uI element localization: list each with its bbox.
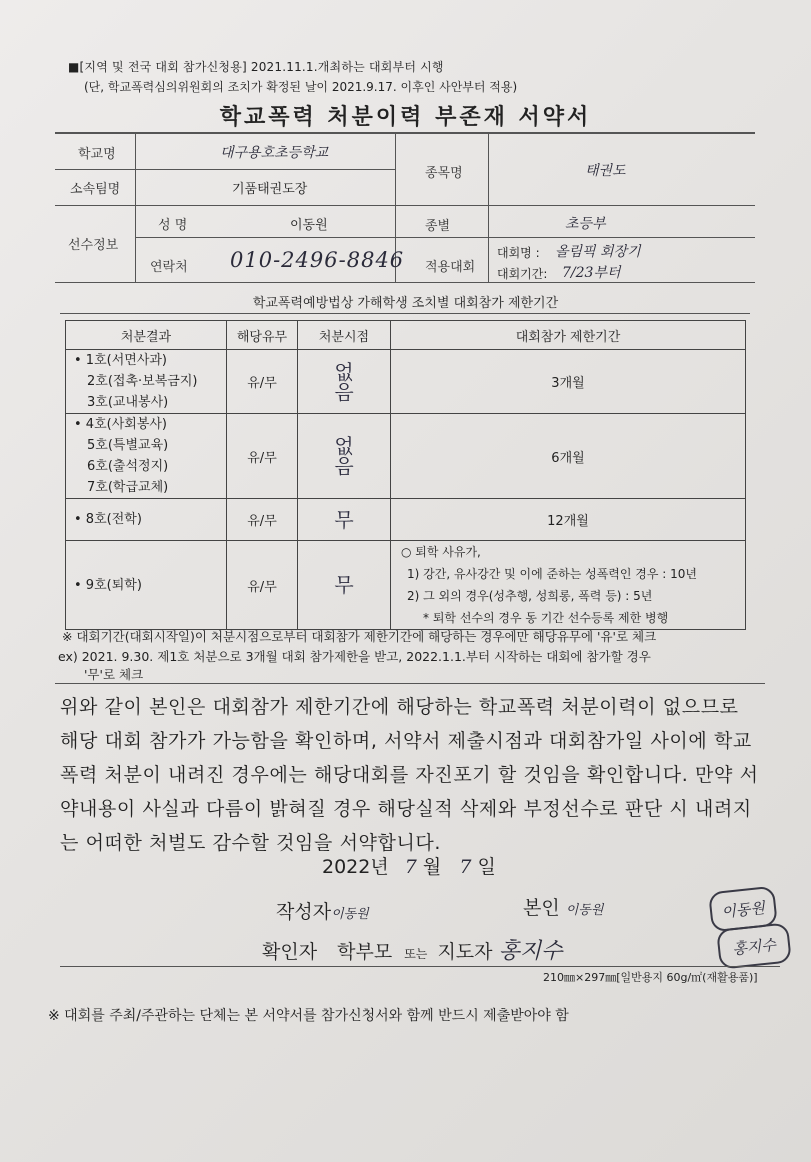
handwritten-mark: 없 — [334, 434, 354, 458]
time-cell[interactable] — [298, 499, 391, 541]
player-info-label: 선수정보 — [68, 238, 119, 253]
time-cell[interactable] — [298, 414, 391, 499]
table-row — [66, 350, 746, 414]
table-caption: 학교폭력예방법상 가해학생 조치별 대회참가 제한기간 — [252, 296, 559, 311]
divider — [55, 205, 755, 206]
column-header: 처분시점 — [298, 321, 391, 350]
divider — [60, 313, 750, 314]
document-title: 학교폭력 처분이력 부존재 서약서 — [219, 105, 592, 130]
school-label: 학교명 — [78, 147, 116, 162]
self-signature — [523, 893, 603, 920]
coach-label: 지도자 — [437, 941, 493, 963]
disposition-item: • 1호(서면사과) — [74, 353, 168, 368]
contest-period-label: 대회기간: — [497, 267, 548, 281]
category-label: 종별 — [425, 219, 451, 234]
limit-cell: 3개월 — [391, 350, 746, 414]
date-month-label: 월 — [422, 856, 442, 878]
footnote-line-3: '무'로 체크 — [84, 667, 144, 682]
bottom-note: ※ 대회를 주최/주관하는 단체는 본 서약서를 참가신청서와 함께 반드시 제출받아야 함 — [48, 1008, 569, 1024]
event-value: 태권도 — [585, 163, 626, 179]
contest-name-value: 올림픽 회장기 — [555, 244, 641, 260]
disposition-item: • 8호(전학) — [74, 512, 142, 527]
note-line: ○ 퇴학 사유가, — [401, 545, 481, 559]
coach-seal: 홍지수 — [716, 922, 792, 969]
table-row — [66, 541, 746, 630]
pledge-text: 위와 같이 본인은 대회참가 제한기간에 해당하는 학교폭력 처분이력이 없으므로 해당 대회 참가가 가능함을 확인하며, 서약서 제출시점과 대회참가일 사이에 학교폭력 처분이 내려진 경우에는 해당대회를 자진포기 할 것임을 확인합니다. 만약 서약내용이 사실과 다름이 밝혀질 경우 해당실적 삭제와 부정선수로 판단 시 내려지는 어떠한 처벌도 감수할 것임을 서약합니다. — [60, 696, 759, 854]
divider — [60, 966, 780, 967]
limit-cell: 6개월 — [391, 414, 746, 499]
footnote-line-1: ※ 대회기간(대회시작일)이 처분시점으로부터 대회참가 제한기간에 해당하는 경우에만 해당유무에 '유'로 체크 — [62, 629, 657, 644]
table-header-row — [66, 321, 746, 350]
disposition-cell — [66, 414, 227, 499]
school-value: 대구용호초등학교 — [220, 145, 329, 161]
writer-label: 작성자 — [276, 901, 332, 923]
team-label: 소속팀명 — [70, 182, 121, 197]
yes-no-cell[interactable]: 유/무 — [227, 541, 298, 630]
disposition-item: 7호(학급교체) — [87, 480, 169, 495]
team-value: 기품태권도장 — [232, 182, 308, 197]
header-line-2: (단, 학교폭력심의위원회의 조치가 확정된 날이 2021.9.17. 이후인 사안부터 적용) — [84, 80, 518, 94]
divider — [55, 132, 755, 134]
handwritten-mark: 무 — [334, 573, 354, 597]
disposition-cell — [66, 541, 227, 630]
disposition-cell — [66, 350, 227, 414]
paper-spec: 210㎜×297㎜[일반용지 60g/㎡(재활용품)] — [543, 971, 758, 984]
table-row — [66, 414, 746, 499]
note-line: 2) 그 외의 경우(성추행, 성희롱, 폭력 등) : 5년 — [407, 589, 653, 603]
handwritten-mark: 없 — [334, 359, 354, 384]
time-cell[interactable] — [298, 350, 391, 414]
disposition-item: • 4호(사회봉사) — [74, 417, 168, 432]
applied-contest-label: 적용대회 — [425, 260, 476, 275]
yes-no-cell[interactable]: 유/무 — [227, 499, 298, 541]
date-month: 7 — [404, 856, 417, 878]
handwritten-mark: 음 — [334, 454, 354, 478]
divider — [488, 133, 489, 283]
writer-value: 이동원 — [331, 907, 369, 922]
column-header: 대회참가 제한기간 — [391, 321, 746, 350]
disposition-item: 3호(교내봉사) — [87, 395, 169, 410]
contact-value: 010-2496-8846 — [230, 248, 405, 272]
time-cell[interactable] — [298, 541, 391, 630]
divider — [55, 169, 395, 170]
note-line: * 퇴학 선수의 경우 동 기간 선수등록 제한 병행 — [423, 611, 669, 625]
yes-no-cell[interactable]: 유/무 — [227, 414, 298, 499]
self-seal: 이동원 — [708, 886, 778, 933]
disposition-item: 5호(특별교육) — [87, 438, 169, 453]
disposition-item: • 9호(퇴학) — [74, 577, 142, 593]
footnote-line-2: ex) 2021. 9.30. 제1호 처분으로 3개월 대회 참가제한을 받고, 2022.1.1.부터 시작하는 대회에 참가할 경우 — [58, 649, 651, 664]
contest-period-value: 7/23부터 — [562, 265, 621, 281]
coach-value: 홍지수 — [498, 939, 563, 964]
parent-label: 학부모 — [337, 941, 393, 963]
confirmer-line — [262, 934, 562, 965]
self-label: 본인 — [523, 897, 560, 919]
date-year-label: 년 — [370, 856, 389, 878]
disposition-cell — [66, 499, 227, 541]
expulsion-note-cell — [391, 541, 746, 630]
event-label: 종목명 — [425, 166, 463, 181]
limit-cell: 12개월 — [391, 499, 746, 541]
note-line: 1) 강간, 유사강간 및 이에 준하는 성폭력인 경우 : 10년 — [407, 567, 698, 581]
category-value: 초등부 — [565, 216, 606, 232]
disposition-item: 6호(출석정지) — [87, 459, 169, 474]
date-year: 2022 — [322, 856, 371, 878]
contact-label: 연락처 — [150, 260, 188, 275]
divider — [55, 282, 755, 283]
date-day: 7 — [459, 856, 472, 878]
handwritten-mark: 무 — [334, 507, 354, 532]
name-value: 이동원 — [290, 218, 328, 233]
handwritten-mark: 음 — [334, 379, 354, 404]
column-header: 해당유무 — [227, 321, 298, 350]
divider — [135, 237, 755, 238]
header-line-1: ■[지역 및 전국 대회 참가신청용] 2021.11.1.개최하는 대회부터 시행 — [68, 60, 444, 74]
date-line — [322, 852, 496, 879]
column-header: 처분결과 — [66, 321, 227, 350]
self-value: 이동원 — [565, 903, 604, 918]
contest-name-label: 대회명 : — [497, 246, 540, 260]
divider — [135, 133, 136, 283]
name-label: 성 명 — [158, 218, 188, 233]
restriction-table — [65, 320, 746, 630]
date-day-label: 일 — [477, 856, 496, 878]
disposition-item: 2호(접촉·보복금지) — [87, 374, 198, 389]
divider — [55, 683, 765, 684]
confirmer-label: 확인자 — [262, 941, 318, 963]
yes-no-cell[interactable]: 유/무 — [227, 350, 298, 414]
writer-signature — [276, 897, 369, 924]
table-row — [66, 499, 746, 541]
or-label: 또는 — [404, 947, 428, 961]
